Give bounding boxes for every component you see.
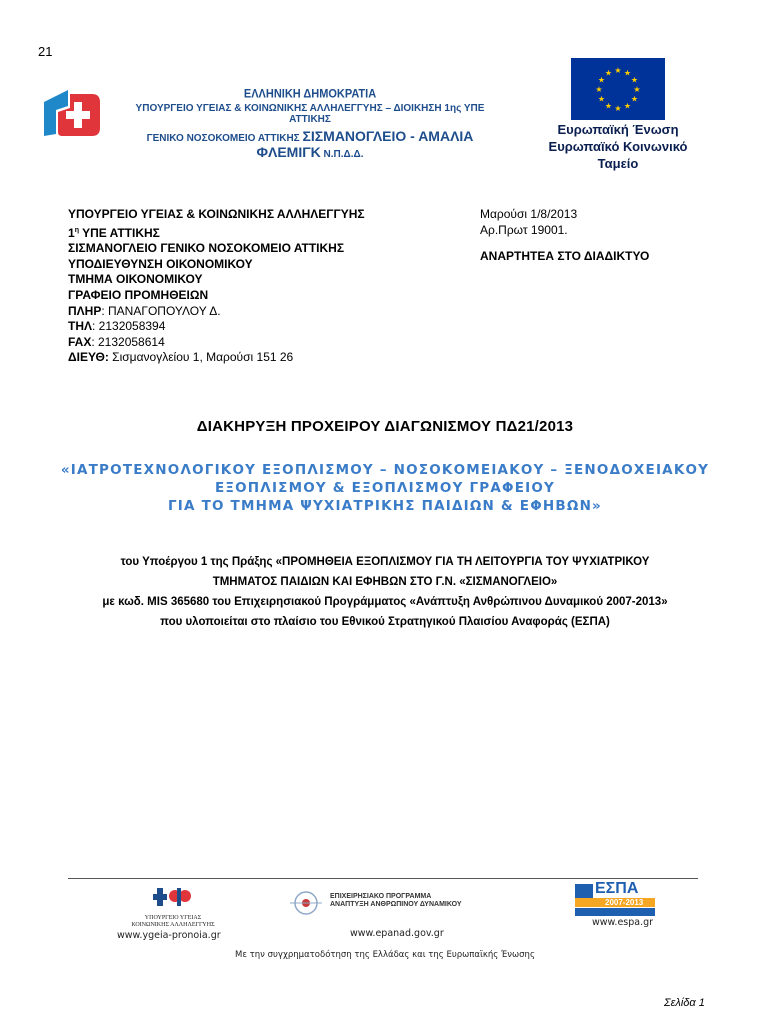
document-description [20,552,750,632]
description-line-2: ΤΜΗΜΑΤΟΣ ΠΑΙΔΙΩΝ ΚΑΙ ΕΦΗΒΩΝ ΣΤΟ Γ.Ν. «ΣΙΣΜΑΝΟΓΛΕΙΟ» [212,576,558,588]
sender-info: ΠΛΗΡ: ΠΑΝΑΓΟΠΟΥΛΟΥ Δ. [68,303,221,318]
subtitle-line-2: ΕΞΟΠΛΙΣΜΟΥ & ΕΞΟΠΛΙΣΜΟΥ ΓΡΑΦΕΙΟΥ [214,480,555,496]
page-label: Σελίδα 1 [664,997,705,1009]
sender-division: ΥΠΟΔΙΕΥΘΥΝΣΗ ΟΙΚΟΝΟΜΙΚΟΥ [68,256,253,271]
espa-years: 2007-2013 [605,898,644,907]
page-number: 21 [38,44,53,59]
espa-logo [575,880,655,920]
epanad-url[interactable]: www.epanad.gov.gr [350,928,444,939]
eu-line-2: Ευρωπαϊκό Κοινωνικό [548,139,688,154]
sender-block [68,207,365,366]
ministry-caption-1: ΥΠΟΥΡΓΕΙΟ ΥΓΕΙΑΣ [144,915,202,921]
eu-star-icon: ★ [630,75,639,85]
sender-department: ΤΜΗΜΑ ΟΙΚΟΝΟΜΙΚΟΥ [68,272,203,287]
hospital-line-1: ΕΛΛΗΝΙΚΗ ΔΗΜΟΚΡΑΤΙΑ [243,87,377,101]
espa-url[interactable]: www.espa.gr [592,917,654,928]
eu-caption [530,121,706,172]
hospital-line-2: ΥΠΟΥΡΓΕΙΟ ΥΓΕΙΑΣ & ΚΟΙΝΩΝΙΚΗΣ ΑΛΛΗΛΕΓΓΥΗΣ – ΔΙΟΙΚΗΣΗ 1ης ΥΠΕ ΑΤΤΙΚΗΣ [135,103,485,125]
hospital-name: ΣΙΣΜΑΝΟΓΛΕΙΟ - ΑΜΑΛΙΑ ΦΛΕΜΙΓΚ [256,128,474,160]
hospital-line-3-suffix: Ν.Π.Δ.Δ. [323,149,364,160]
document-title: ΔΙΑΚΗΡΥΞΗ ΠΡΟΧΕΙΡΟΥ ΔΙΑΓΩΝΙΣΜΟΥ ΠΔ21/2013 [196,418,574,435]
eu-star-icon: ★ [614,104,622,113]
eu-star-icon: ★ [604,68,613,78]
sender-hospital: ΣΙΣΜΑΝΟΓΛΕΙΟ ΓΕΝΙΚΟ ΝΟΣΟΚΟΜΕΙΟ ΑΤΤΙΚΗΣ [68,241,345,256]
eu-line-3: Ταμείο [597,156,639,171]
eu-line-1: Ευρωπαϊκή Ένωση [557,122,679,137]
document-subtitle [40,461,730,515]
eu-flag-icon [571,58,665,120]
hospital-logo-icon [40,84,104,142]
epanad-line-2: ΑΝΑΠΤΥΞΗ ΑΝΘΡΩΠΙΝΟΥ ΔΥΝΑΜΙΚΟΥ [330,901,462,908]
publish-notice: ΑΝΑΡΤΗΤΕΑ ΣΤΟ ΔΙΑΔΙΚΤΥΟ [480,249,650,263]
eu-star-icon: ★ [597,94,606,104]
ministry-logo [118,884,228,928]
ministry-url[interactable]: www.ygeia-pronoia.gr [117,930,221,941]
subtitle-line-3: ΓΙΑ ΤΟ ΤΜΗΜΑ ΨΥΧΙΑΤΡΙΚΗΣ ΠΑΙΔΙΩΝ & ΕΦΗΒΩΝ» [168,498,602,514]
sender-region: $1^\eta$ ΥΠΕ ΑΤΤΙΚΗΣ [68,225,160,240]
epanad-logo [288,888,498,918]
eu-star-icon: ★ [597,75,606,85]
protocol-number: Αρ.Πρωτ 19001. [480,222,568,237]
eu-star-icon: ★ [633,85,641,94]
sender-address: ΔΙΕΥΘ: Σισμανογλείου 1, Μαρούσι 151 26 [68,350,294,365]
description-line-1: του Υποέργου 1 της Πράξης «ΠΡΟΜΗΘΕΙΑ ΕΞΟΠΛΙΣΜΟΥ ΓΙΑ ΤΗ ΛΕΙΤΟΥΡΓΙΑ ΤΟΥ ΨΥΧΙΑΤΡΙΚΟΥ [120,556,650,568]
date-protocol-block [480,207,577,238]
epanad-emblem-icon [288,888,324,918]
sender-ministry: ΥΠΟΥΡΓΕΙΟ ΥΓΕΙΑΣ & ΚΟΙΝΩΝΙΚΗΣ ΑΛΛΗΛΕΓΓΥΗΣ [68,207,365,221]
description-line-4: που υλοποιείται στο πλαίσιο του Εθνικού Στρατηγικού Πλαισίου Αναφοράς (ΕΣΠΑ) [160,616,610,628]
epanad-line-1: ΕΠΙΧΕΙΡΗΣΙΑΚΟ ΠΡΟΓΡΑΜΜΑ [330,893,432,900]
subtitle-line-1: «ΙΑΤΡΟΤΕΧΝΟΛΟΓΙΚΟΥ ΕΞΟΠΛΙΣΜΟΥ – ΝΟΣΟΚΟΜΕΙΑΚΟΥ – ΞΕΝΟΔΟΧΕΙΑΚΟΥ [60,462,710,478]
cofunding-note: Με την συγχρηματοδότηση της Ελλάδας και της Ευρωπαϊκής Ένωσης [235,950,535,960]
hospital-line-3-small: ΓΕΝΙΚΟ ΝΟΣΟΚΟΜΕΙΟ ΑΤΤΙΚΗΣ [146,133,300,144]
eu-star-icon: ★ [614,66,622,75]
description-line-3: με κωδ. MIS 365680 του Επιχειρησιακού Προγράμματος «Ανάπτυξη Ανθρώπινου Δυναμικού 2007-2013» [102,596,668,608]
ministry-caption-2: ΚΟΙΝΩΝΙΚΗΣ ΑΛΛΗΛΕΓΓΥΗΣ [131,922,215,928]
eu-star-icon: ★ [604,101,613,111]
hospital-header-text [120,88,500,160]
sender-fax: FAX: 2132058614 [68,334,165,349]
eu-star-icon: ★ [623,101,632,111]
document-date: Μαρούσι 1/8/2013 [480,207,578,221]
eu-star-icon: ★ [623,68,632,78]
sender-phone: ΤΗΛ: 2132058394 [68,319,166,334]
eu-star-icon: ★ [595,85,603,94]
sender-office: ΓΡΑΦΕΙΟ ΠΡΟΜΗΘΕΙΩΝ [68,287,209,302]
espa-title: ΕΣΠΑ [595,880,639,897]
ministry-emblem-icon [153,884,193,910]
eu-star-icon: ★ [630,94,639,104]
hospital-line-3 [120,128,500,160]
footer-divider [68,878,698,879]
